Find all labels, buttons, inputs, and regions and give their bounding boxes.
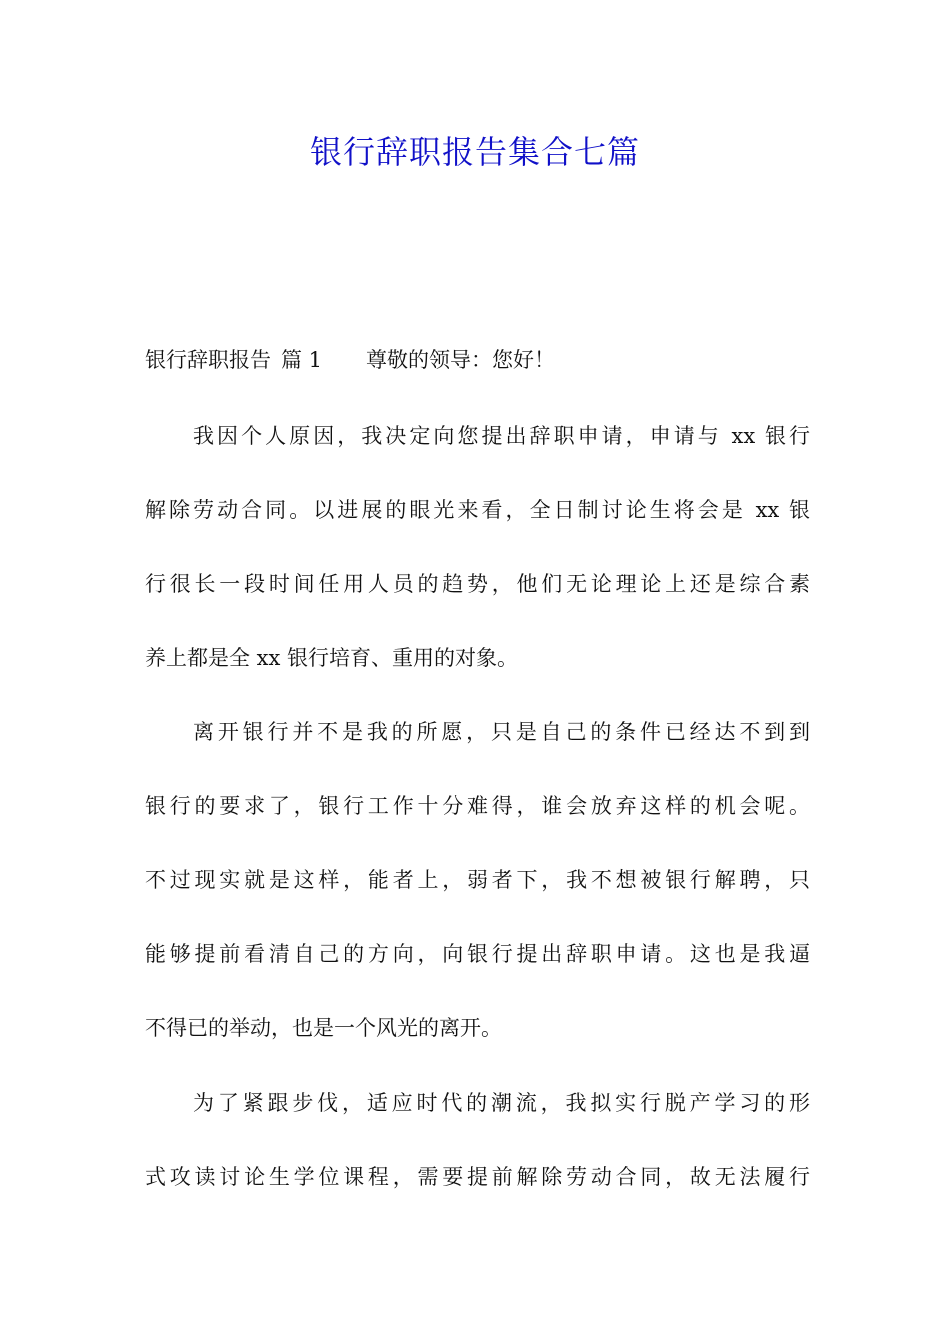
paragraph-line: 行很长一段时间任用人员的趋势，他们无论理论上还是综合素 — [145, 572, 810, 596]
paragraph-line: 式攻读讨论生学位课程，需要提前解除劳动合同，故无法履行 — [145, 1165, 810, 1189]
part-label: 篇 1 — [281, 348, 323, 372]
paragraph-line: 我因个人原因，我决定向您提出辞职申请，申请与 xx 银行 — [193, 424, 810, 448]
paragraph-line: 能够提前看清自己的方向，向银行提出辞职申请。这也是我逼 — [145, 942, 810, 966]
section-label: 银行辞职报告 — [145, 348, 271, 372]
paragraph-line: 为了紧跟步伐，适应时代的潮流，我拟实行脱产学习的形 — [193, 1091, 810, 1115]
greeting: 尊敬的领导：您好！ — [366, 348, 556, 372]
paragraph-line: 离开银行并不是我的所愿，只是自己的条件已经达不到到 — [193, 720, 810, 744]
paragraph-line: 解除劳动合同。以进展的眼光来看，全日制讨论生将会是 xx 银 — [145, 498, 810, 522]
paragraph-line: 银行的要求了，银行工作十分难得，谁会放弃这样的机会呢。 — [145, 794, 810, 818]
paragraph-line: 养上都是全 xx 银行培育、重用的对象。 — [145, 646, 519, 670]
paragraph-line: 不得已的举动，也是一个风光的离开。 — [145, 1016, 502, 1040]
paragraph-line: 不过现实就是这样，能者上，弱者下，我不想被银行解聘，只 — [145, 868, 810, 892]
document-title: 银行辞职报告集合七篇 — [309, 133, 640, 171]
heading-line — [145, 345, 810, 375]
